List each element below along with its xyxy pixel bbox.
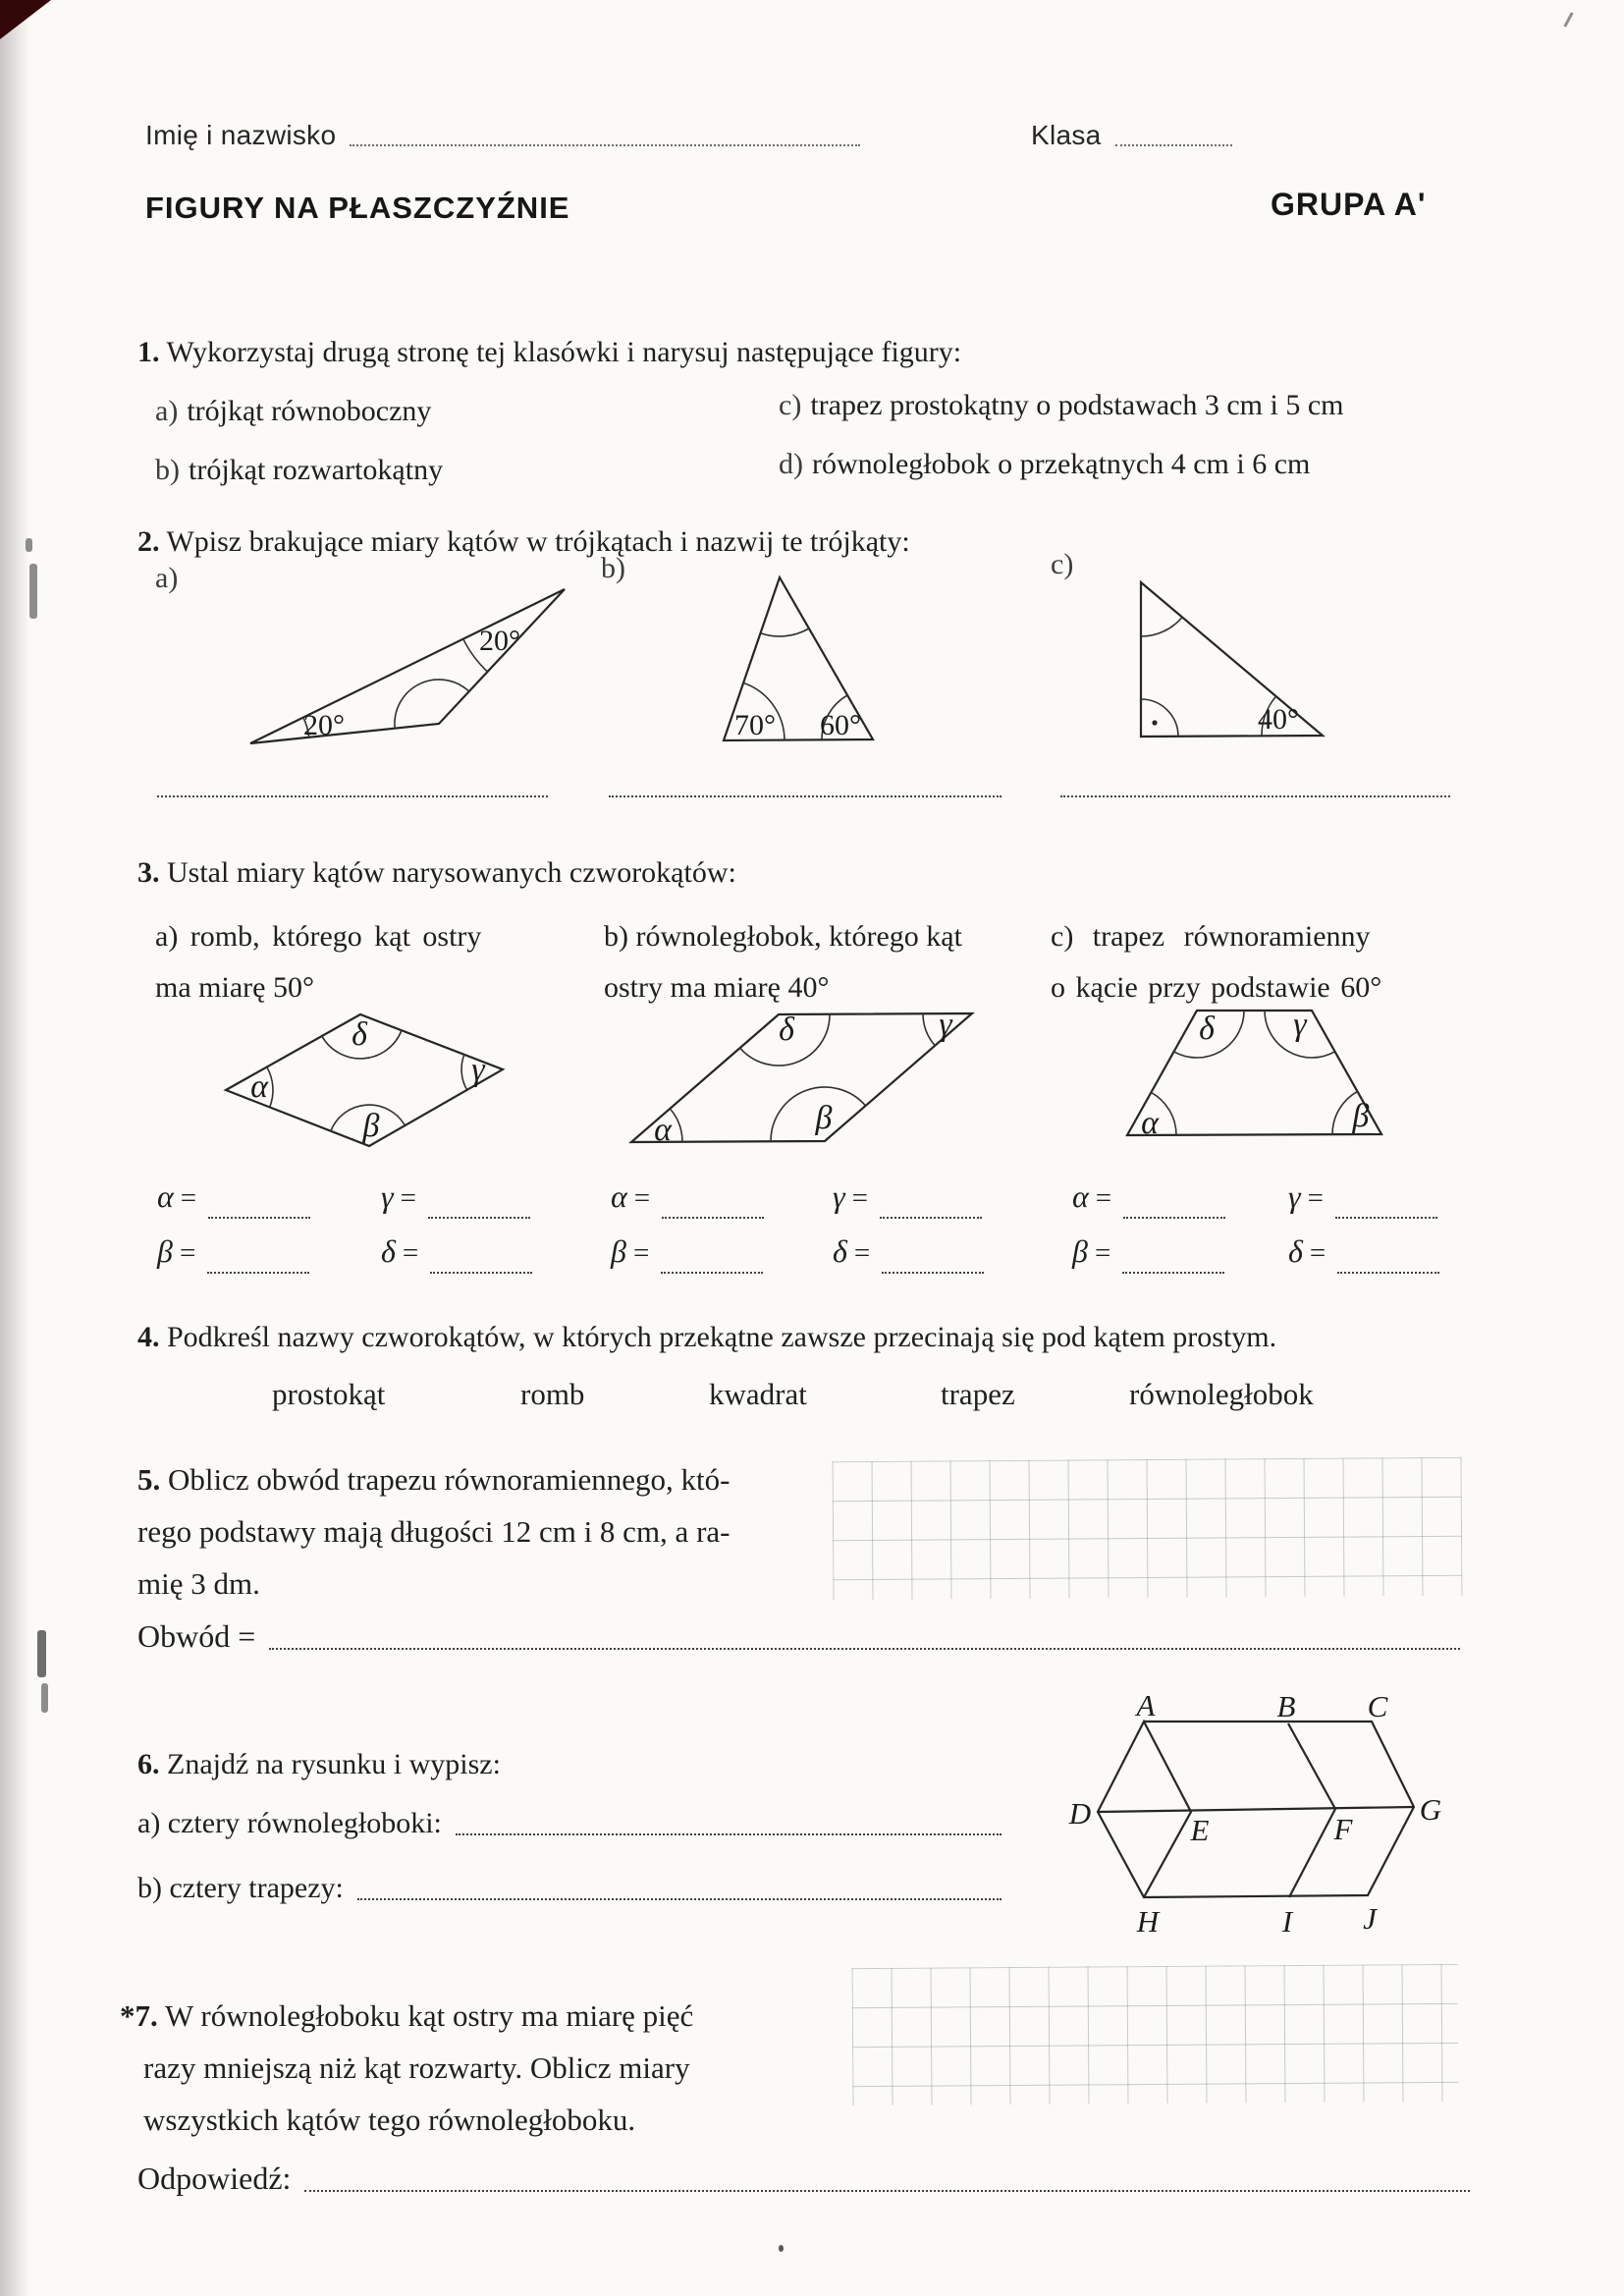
greek-symbol: α	[611, 1178, 627, 1214]
task2-answer-line-b	[609, 776, 1001, 797]
task5-line1-text: Oblicz obwód trapezu równoramiennego, któ-	[168, 1462, 731, 1497]
task2-marker-b: b)	[601, 552, 625, 584]
figure-label: α	[250, 1068, 268, 1105]
item-text: trójkąt równoboczny	[187, 395, 432, 427]
task2-marker-a: a)	[155, 562, 179, 594]
equals-sign: =	[1095, 1182, 1112, 1214]
answer-line	[428, 1215, 530, 1219]
answer-line	[207, 1270, 309, 1274]
task7-line1-text: W równoległoboku kąt ostry ma miarę pięć	[164, 1998, 694, 2033]
answer-line	[661, 1270, 763, 1274]
item-marker: a)	[155, 395, 179, 427]
equals-sign: =	[1094, 1237, 1111, 1269]
greek-symbol: δ	[833, 1233, 847, 1269]
figure-label: 20°	[479, 625, 520, 657]
perimeter-label: Obwód =	[137, 1618, 256, 1654]
scan-artifact	[779, 2245, 784, 2252]
name-answer-line	[350, 142, 860, 146]
right-angle-dot	[1152, 720, 1157, 725]
answer-field-delta-c	[1288, 1233, 1439, 1270]
equals-sign: =	[179, 1237, 196, 1269]
figure-label: β	[362, 1108, 380, 1144]
task4-word-trapez: trapez	[941, 1377, 1015, 1411]
figure-label: J	[1363, 1901, 1377, 1936]
figure-label: 70°	[734, 709, 776, 741]
answer-field-alpha-a	[157, 1178, 310, 1215]
task6-figure	[1068, 1688, 1441, 1939]
figure-label: γ	[471, 1052, 485, 1088]
task3-text: Ustal miary kątów narysowanych czworokątów:	[167, 856, 736, 889]
task4-word-romb: romb	[520, 1377, 585, 1411]
answer-field-gamma-c	[1288, 1178, 1437, 1215]
answer-field-gamma-b	[833, 1178, 982, 1215]
task7-line2: razy mniejszą niż kąt rozwarty. Oblicz miary	[143, 2050, 690, 2085]
task3-number: 3.	[137, 856, 160, 889]
task5-line1	[137, 1453, 839, 1505]
greek-symbol: β	[1072, 1233, 1088, 1269]
greek-symbol: β	[611, 1233, 626, 1269]
greek-symbol: α	[1072, 1178, 1089, 1214]
task7-number: *7.	[120, 1998, 158, 2033]
figure-label: 20°	[303, 709, 345, 741]
task2-answer-line-a	[157, 776, 548, 797]
task3-item-c	[1051, 911, 1381, 1013]
name-label: Imię i nazwisko	[145, 120, 337, 150]
task6-label-a: a) cztery równoległoboki:	[137, 1807, 442, 1839]
perimeter-answer-line	[269, 1646, 1460, 1650]
figure-label: 60°	[820, 709, 861, 741]
equals-sign: =	[1307, 1182, 1324, 1214]
item-text: trapez prostokątny o podstawach 3 cm i 5 cm	[810, 389, 1344, 421]
class-field-row	[1031, 120, 1232, 151]
answer-line	[1123, 1215, 1225, 1219]
figure-label: I	[1281, 1904, 1293, 1939]
figure-label: δ	[352, 1016, 367, 1053]
task2-triangle-b	[724, 577, 873, 741]
item-text: trójkąt rozwartokątny	[189, 454, 444, 486]
task3-header	[137, 856, 736, 890]
answer-field-beta-b	[611, 1233, 763, 1270]
task2-triangle-a	[250, 589, 565, 743]
greek-symbol: γ	[1288, 1178, 1301, 1214]
task4-word-prostokat: prostokąt	[272, 1377, 386, 1411]
answer-line	[1335, 1215, 1437, 1219]
task6-row-a	[137, 1807, 1001, 1840]
group-label: GRUPA A'	[1271, 187, 1427, 222]
item-text-line1: c) trapez równoramienny	[1051, 920, 1371, 953]
figure-label: γ	[1293, 1007, 1307, 1043]
task6-row-b	[137, 1872, 1001, 1905]
figure-label: A	[1136, 1688, 1156, 1722]
equals-sign: =	[851, 1182, 868, 1214]
equals-sign: =	[632, 1237, 650, 1269]
task3-parallelogram	[631, 1007, 972, 1148]
task4-word-kwadrat: kwadrat	[709, 1377, 807, 1411]
figure-label: C	[1367, 1689, 1388, 1723]
task6-answer-line-b	[357, 1896, 1001, 1900]
answer-line	[882, 1270, 984, 1274]
task4-header	[137, 1321, 1276, 1354]
figure-label: F	[1333, 1812, 1353, 1846]
class-label: Klasa	[1031, 120, 1102, 150]
task4-word-rownoleglobok: równoległobok	[1129, 1377, 1314, 1411]
name-field-row	[145, 120, 860, 151]
task2-text: Wpisz brakujące miary kątów w trójkątach i nazwij te trójkąty:	[166, 525, 910, 558]
item-text-line2: ostry ma miarę 40°	[604, 971, 830, 1004]
answer-line	[304, 2188, 1470, 2192]
task7-line1	[120, 1990, 851, 2042]
figure-label: β	[815, 1100, 833, 1136]
task1-item-a	[155, 395, 431, 428]
figure-label: D	[1068, 1796, 1092, 1831]
item-text: równoległobok o przekątnych 4 cm i 6 cm	[812, 448, 1311, 480]
task3-item-a	[155, 911, 481, 1013]
task2-answer-line-c	[1060, 776, 1450, 797]
answer-label: Odpowiedź:	[137, 2160, 292, 2196]
answer-field-alpha-c	[1072, 1178, 1225, 1215]
item-marker: d)	[779, 448, 803, 480]
item-text-line2: ma miarę 50°	[155, 971, 314, 1004]
answer-field-delta-b	[833, 1233, 984, 1270]
task3-rhombus	[226, 1014, 503, 1146]
equals-sign: =	[180, 1182, 197, 1214]
item-marker: c)	[779, 389, 802, 421]
task5-number: 5.	[137, 1462, 161, 1497]
task5-line3: mię 3 dm.	[137, 1566, 260, 1601]
answer-field-beta-a	[157, 1233, 309, 1270]
answer-field-beta-c	[1072, 1233, 1224, 1270]
equals-sign: =	[1309, 1237, 1326, 1269]
class-answer-line	[1115, 142, 1232, 146]
answer-line	[662, 1215, 764, 1219]
answer-field-alpha-b	[611, 1178, 764, 1215]
figure-label: α	[1141, 1105, 1159, 1141]
figure-label: E	[1190, 1813, 1210, 1847]
task7-answer-row	[137, 2160, 1470, 2197]
figure-label: 40°	[1258, 703, 1299, 736]
task1-number: 1.	[137, 336, 160, 368]
task2-marker-c: c)	[1051, 548, 1074, 580]
answer-field-gamma-a	[381, 1178, 530, 1215]
task2-header	[137, 525, 910, 559]
page-title: FIGURY NA PŁASZCZYŹNIE	[145, 191, 570, 225]
item-marker: b)	[155, 454, 180, 486]
greek-symbol: γ	[833, 1178, 845, 1214]
figure-label: δ	[779, 1011, 794, 1048]
task1-item-c	[779, 389, 1344, 422]
equals-sign: =	[402, 1237, 419, 1269]
task2-number: 2.	[137, 525, 160, 558]
figure-label: γ	[939, 1007, 952, 1043]
task6-answer-line-a	[456, 1831, 1001, 1835]
task2-triangle-c	[1141, 582, 1323, 737]
graph-paper-area-task5	[833, 1457, 1463, 1600]
item-text-line2: o kącie przy podstawie 60°	[1051, 971, 1382, 1004]
task6-header	[137, 1748, 501, 1781]
graph-paper-area-task7	[852, 1964, 1459, 2105]
task1-header	[137, 336, 961, 369]
figure-label: G	[1419, 1792, 1442, 1827]
item-text-line1: b) równoległobok, którego kąt	[604, 920, 962, 953]
task1-item-b	[155, 454, 443, 487]
scan-artifact	[29, 564, 37, 619]
task3-item-b	[604, 911, 962, 1013]
greek-symbol: δ	[1288, 1233, 1303, 1269]
scan-artifact	[37, 1630, 46, 1677]
equals-sign: =	[633, 1182, 651, 1214]
task6-text: Znajdź na rysunku i wypisz:	[167, 1748, 501, 1780]
equals-sign: =	[400, 1182, 416, 1214]
item-text-line1: a) romb, którego kąt ostry	[155, 920, 482, 953]
task5-text	[137, 1453, 839, 1610]
answer-line	[1337, 1270, 1439, 1274]
greek-symbol: γ	[381, 1178, 394, 1214]
equals-sign: =	[853, 1237, 871, 1269]
figure-label: δ	[1199, 1011, 1215, 1047]
answer-line	[1122, 1270, 1224, 1274]
figure-label: β	[1352, 1098, 1370, 1134]
task5-line2: rego podstawy mają długości 12 cm i 8 cm, a ra-	[137, 1514, 731, 1549]
greek-symbol: δ	[381, 1233, 396, 1269]
scan-artifact	[41, 1683, 48, 1713]
task6-number: 6.	[137, 1748, 160, 1780]
task3-trapezoid	[1127, 1007, 1381, 1141]
greek-symbol: α	[157, 1178, 174, 1214]
answer-line	[430, 1270, 532, 1274]
answer-line	[208, 1215, 310, 1219]
answer-field-delta-a	[381, 1233, 532, 1270]
scan-artifact	[1563, 12, 1573, 27]
task6-label-b: b) cztery trapezy:	[137, 1872, 344, 1904]
scan-edge-shadow	[0, 0, 29, 2296]
answer-line	[880, 1215, 982, 1219]
task4-number: 4.	[137, 1321, 160, 1353]
figure-label: H	[1136, 1904, 1160, 1939]
task1-item-d	[779, 448, 1310, 481]
task4-text: Podkreśl nazwy czworokątów, w których przekątne zawsze przecinają się pod kątem prostym.	[167, 1321, 1277, 1353]
task1-text: Wykorzystaj drugą stronę tej klasówki i narysuj następujące figury:	[166, 336, 962, 368]
figure-label: B	[1276, 1689, 1296, 1723]
task7-line3: wszystkich kątów tego równoległoboku.	[143, 2103, 636, 2137]
task7-text	[120, 1990, 851, 2146]
greek-symbol: β	[157, 1233, 173, 1269]
scan-artifact	[26, 538, 32, 552]
figure-label: α	[654, 1112, 672, 1148]
task5-answer-row	[137, 1618, 1460, 1655]
